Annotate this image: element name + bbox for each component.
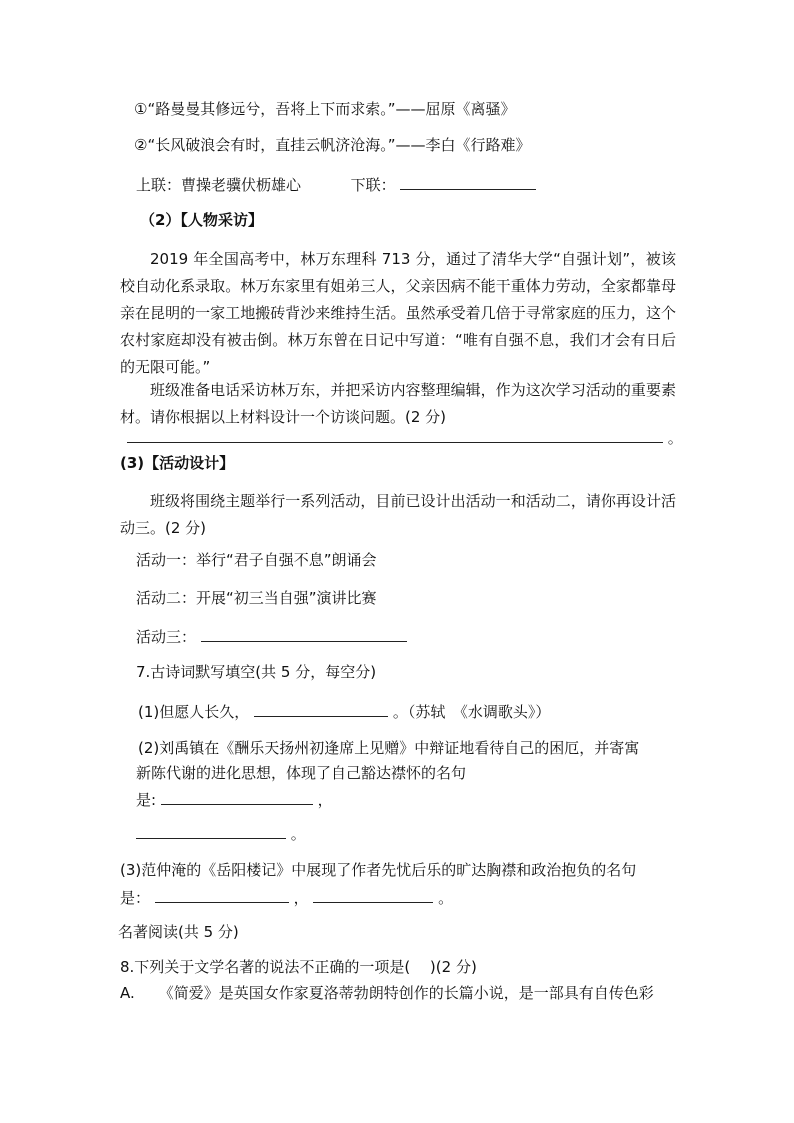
q7-3-blank-1[interactable]	[155, 886, 289, 903]
interview-answer-blank[interactable]	[127, 426, 663, 443]
quote-qu-yuan: ①“路曼曼其修远兮，吾将上下而求索。”——屈原《离骚》	[134, 100, 516, 118]
q8-option-a-label: A.	[120, 984, 135, 1002]
quote-li-bai: ②“长风破浪会有时，直挂云帆济沧海。”——李白《行路难》	[134, 136, 531, 154]
q7-3-is: 是：	[120, 889, 151, 907]
q7-2-period: 。	[290, 825, 306, 843]
q7-2-line-2: 新陈代谢的进化思想，体现了自己豁达襟怀的名句	[136, 764, 467, 782]
q7-2-comma: ，	[317, 791, 333, 809]
q7-1-line	[138, 700, 550, 722]
activity-three	[136, 625, 407, 647]
couplet-answer-blank[interactable]	[400, 173, 536, 190]
q8-option-a	[120, 983, 654, 1003]
activity-three-blank[interactable]	[201, 625, 407, 642]
q7-1-prefix: (1)但愿人长久，	[138, 703, 250, 721]
q7-2-is: 是:	[136, 791, 157, 809]
period-mark: 。	[667, 429, 683, 447]
q7-3-answer-row	[120, 886, 453, 908]
section2-paragraph-2: 班级准备电话采访林万东，并把采访内容整理编辑，作为这次学习活动的重要素材。请你根据以上材料设计一个访谈问题。(2 分)	[120, 381, 676, 426]
q7-1-suffix: 。（苏轼 《水调歌头》）	[392, 703, 551, 721]
q7-2-blank-2[interactable]	[136, 822, 286, 839]
q8-title: 8.下列关于文学名著的说法不正确的一项是( )(2 分)	[120, 958, 477, 976]
activity-two: 活动二：开展“初三当自强”演讲比赛	[136, 589, 377, 607]
activity-three-label: 活动三：	[136, 628, 197, 646]
q7-2-blank-1[interactable]	[161, 788, 313, 805]
activity-one: 活动一：举行“君子自强不息”朗诵会	[136, 551, 377, 569]
classic-reading-heading: 名著阅读(共 5 分)	[118, 923, 239, 941]
q7-2-answer-row	[136, 788, 333, 810]
q8-option-a-text: 《简爱》是英国女作家夏洛蒂勃朗特创作的长篇小说，是一部具有自传色彩	[158, 984, 654, 1002]
q7-3-comma: ，	[293, 889, 309, 907]
q7-title: 7.古诗词默写填空(共 5 分，每空分)	[136, 663, 377, 681]
couplet-lower-label: 下联：	[350, 176, 396, 194]
q7-2-answer-row-2	[136, 822, 306, 844]
section2-title: （2）【人物采访】	[140, 211, 263, 229]
section3-paragraph: 班级将围绕主题举行一系列活动，目前已设计出活动一和活动二，请你再设计活动三。(2 分)	[120, 492, 676, 537]
q7-1-blank[interactable]	[254, 700, 388, 717]
section2-paragraph-1: 2019 年全国高考中，林万东理科 713 分，通过了清华大学“自强计划”，被该校自动化系录取。林万东家里有姐弟三人，父亲因病不能干重体力劳动，全家都靠母亲在昆明的一家工地搬砖背沙来维持生活。虽然承受着几倍于寻常家庭的压力，这个农村家庭却没有被击倒。林万东曾在日记中写道：“唯有自强不息，我们才会有日后的无限可能。”	[120, 250, 676, 376]
couplet-upper: 上联：曹操老骥伏枥雄心	[136, 176, 302, 194]
couplet-line	[136, 173, 536, 195]
q7-3-period: 。	[438, 889, 454, 907]
interview-answer-line	[127, 426, 683, 448]
q7-3-line-1: (3)范仲淹的《岳阳楼记》中展现了作者先忧后乐的旷达胸襟和政治抱负的名句	[120, 861, 637, 879]
q7-3-blank-2[interactable]	[313, 886, 433, 903]
q7-2-line-1: (2)刘禹镇在《酬乐天扬州初逢席上见赠》中辩证地看待自己的困厄，并寄寓	[138, 739, 640, 757]
section3-title: (3)【活动设计】	[120, 454, 235, 472]
